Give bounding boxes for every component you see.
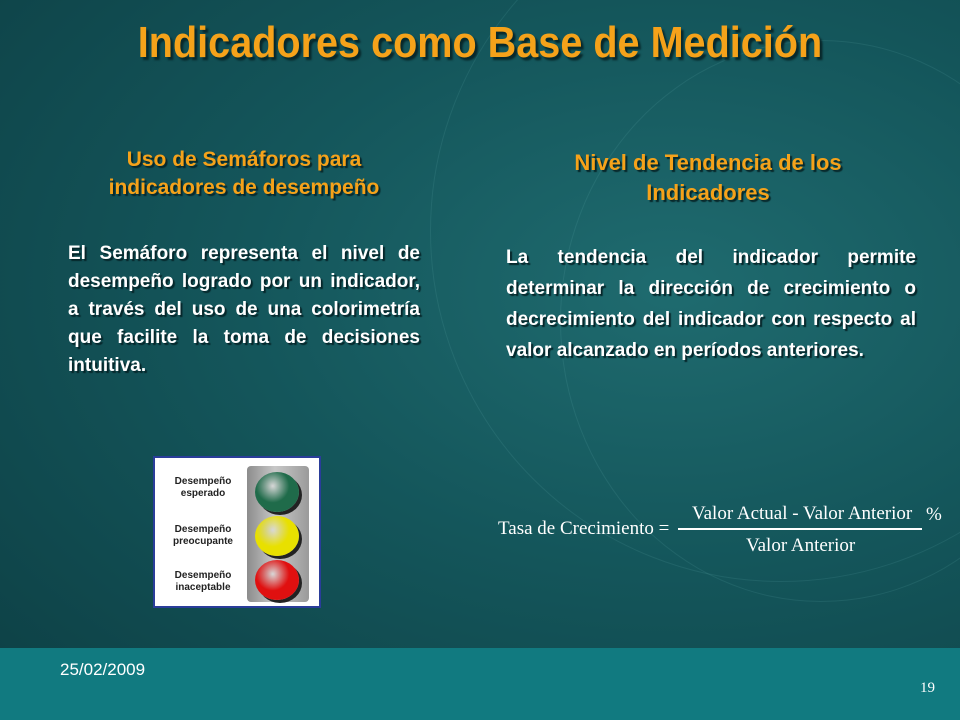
left-heading: Uso de Semáforos para indicadores de desempeño [108, 148, 380, 199]
formula-lhs: Tasa de Crecimiento = [498, 518, 670, 539]
traffic-light-label-unacceptable: Desempeño inaceptable [174, 570, 232, 593]
formula-unit: % [926, 504, 942, 525]
right-body: La tendencia del indicador permite determinar la dirección de crecimiento o decrecimiento del indicador con respecto al valor alcanzado en períodos anteriores. [506, 247, 916, 361]
slide-title: Indicadores como Base de Medición [137, 18, 823, 67]
left-body: El Semáforo representa el nivel de desempeño logrado por un indicador, a través del uso de una colorimetría que facilite la toma de decisiones intuitiva. [68, 243, 420, 376]
fraction-bar [678, 528, 922, 530]
growth-rate-formula [498, 500, 948, 560]
footer-band [0, 648, 960, 720]
red-lamp-icon [255, 560, 299, 600]
green-lamp-icon [255, 472, 299, 512]
traffic-light-figure [153, 456, 321, 608]
slide-date: 25/02/2009 [60, 660, 146, 679]
formula-numerator: Valor Actual - Valor Anterior [692, 503, 913, 524]
traffic-light-body [247, 466, 309, 602]
right-heading: Nivel de Tendencia de los Indicadores [574, 150, 842, 205]
traffic-light-label-expected: Desempeño esperado [174, 476, 232, 499]
page-number: 19 [920, 680, 935, 696]
yellow-lamp-icon [255, 516, 299, 556]
traffic-light-label-concerning: Desempeño preocupante [172, 524, 233, 547]
formula-denominator: Valor Anterior [746, 535, 856, 556]
